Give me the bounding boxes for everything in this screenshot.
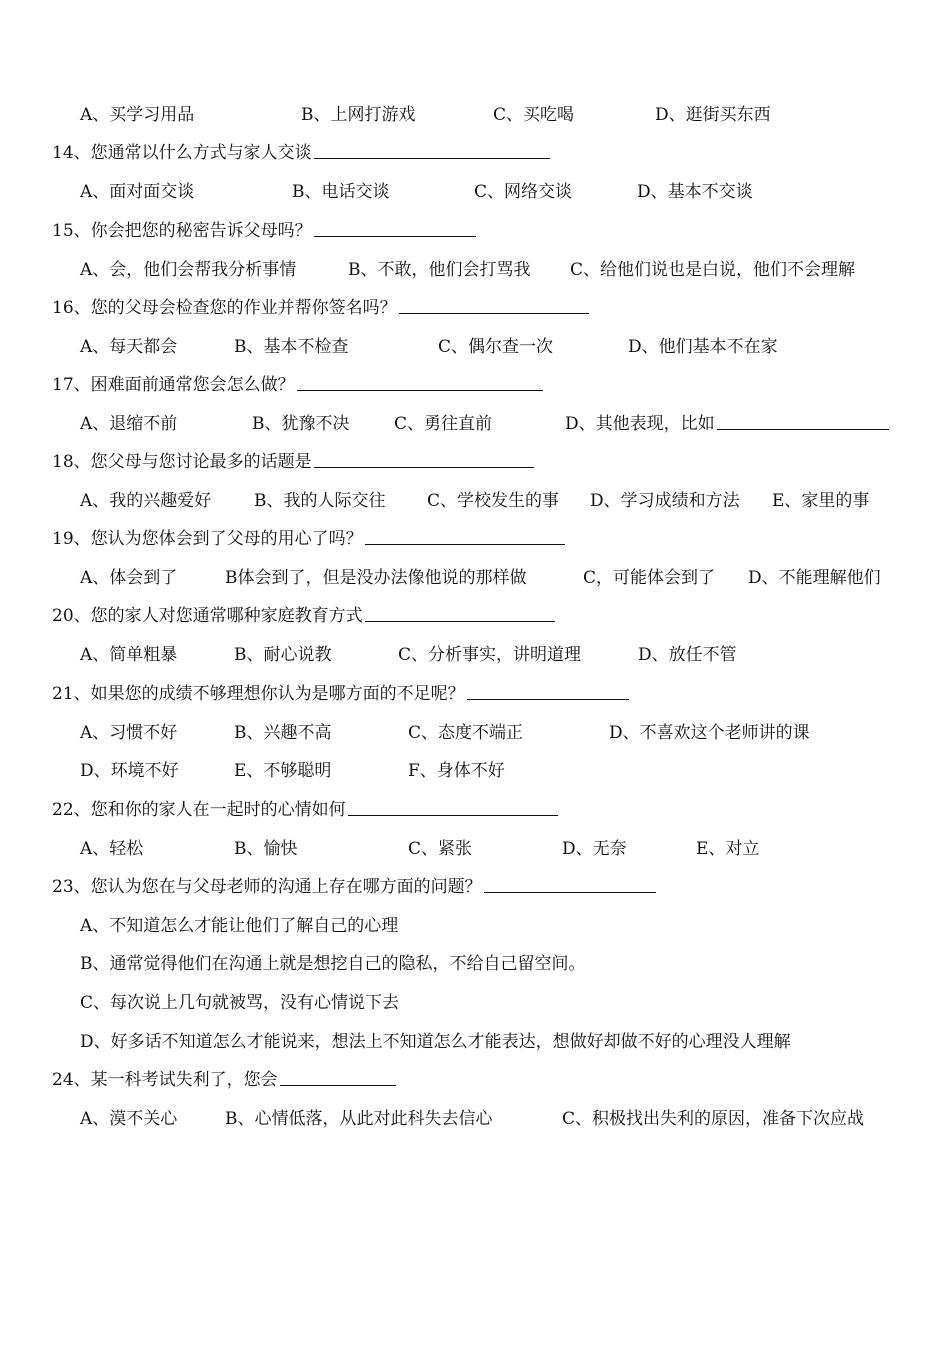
q24-text [52,1061,396,1099]
q19-option-b: B体会到了，但是没办法像他说的那样做 [225,568,527,588]
q18-answer-blank[interactable] [314,449,534,468]
q16-text [52,289,589,327]
q14-text [52,134,550,172]
q15-text [52,212,476,250]
q20-label: 20、您的家人对您通常哪种家庭教育方式 [52,606,363,626]
q18-label: 18、您父母与您讨论最多的话题是 [52,452,312,472]
q18-option-a: A、我的兴趣爱好 [80,491,212,511]
q15-option-c: C、给他们说也是白说，他们不会理解 [570,260,856,280]
q15-option-a: A、会，他们会帮我分析事情 [80,260,297,280]
q21-option-d: D、不喜欢这个老师讲的课 [609,723,810,743]
q20-option-c: C、分析事实，讲明道理 [398,645,582,665]
q15-answer-blank[interactable] [314,218,476,237]
q23-label: 23、您认为您在与父母老师的沟通上存在哪方面的问题？ [52,877,482,897]
q19-option-d: D、不能理解他们 [748,568,881,588]
q13-option-a: A、买学习用品 [80,105,195,125]
q16-option-a: A、每天都会 [80,337,178,357]
q21-option-a: A、习惯不好 [80,723,178,743]
q21-label: 21、如果您的成绩不够理想你认为是哪方面的不足呢？ [52,684,465,704]
q18-option-b: B、我的人际交往 [254,491,386,511]
q16-option-d: D、他们基本不在家 [628,337,778,357]
q22-text [52,791,558,829]
q21-option-d2: D、环境不好 [80,761,179,781]
q17-option-a: A、退缩不前 [80,414,178,434]
q24-option-b: B、心情低落，从此对此科失去信心 [225,1109,493,1129]
q14-option-b: B、电话交谈 [292,182,390,202]
q20-answer-blank[interactable] [365,603,555,622]
q17-option-c: C、勇往直前 [394,414,493,434]
q22-option-e: E、对立 [696,839,760,859]
q23-option-d: D、好多话不知道怎么才能说来，想法上不知道怎么才能表达，想做好却做不好的心理没人理解 [80,1032,791,1052]
q14-label: 14、您通常以什么方式与家人交谈 [52,143,312,163]
q17-answer-blank[interactable] [297,372,543,391]
q14-answer-blank[interactable] [314,140,550,159]
q18-text [52,443,534,481]
q22-option-d: D、无奈 [562,839,627,859]
q19-option-c: C，可能体会到了 [583,568,716,588]
q16-option-b: B、基本不检查 [234,337,349,357]
q16-label: 16、您的父母会检查您的作业并帮你签名吗？ [52,298,397,318]
q19-text [52,520,565,558]
q23-option-a: A、不知道怎么才能让他们了解自己的心理 [80,916,399,936]
q19-answer-blank[interactable] [365,526,565,545]
q17-label: 17、困难面前通常您会怎么做？ [52,375,295,395]
q13-option-c: C、买吃喝 [493,105,575,125]
q14-option-c: C、网络交谈 [474,182,573,202]
q16-option-c: C、偶尔查一次 [438,337,554,357]
q22-option-b: B、愉快 [234,839,298,859]
q20-option-d: D、放任不管 [638,645,737,665]
q24-answer-blank[interactable] [280,1067,396,1086]
q13-option-d: D、逛街买东西 [655,105,771,125]
q20-text [52,597,555,635]
q19-label: 19、您认为您体会到了父母的用心了吗？ [52,529,363,549]
q24-option-c: C、积极找出失利的原因，准备下次应战 [562,1109,865,1129]
q20-option-a: A、简单粗暴 [80,645,178,665]
q21-option-c: C、态度不端正 [408,723,524,743]
q18-option-c: C、学校发生的事 [427,491,560,511]
q18-option-e: E、家里的事 [772,491,870,511]
q18-option-d: D、学习成绩和方法 [590,491,740,511]
q21-option-f: F、身体不好 [408,761,505,781]
q19-option-a: A、体会到了 [80,568,178,588]
q14-option-d: D、基本不交谈 [637,182,753,202]
q24-option-a: A、漠不关心 [80,1109,178,1129]
q17-option-b: B、犹豫不决 [252,414,350,434]
q16-answer-blank[interactable] [399,295,589,314]
q22-option-a: A、轻松 [80,839,144,859]
q22-answer-blank[interactable] [348,797,558,816]
q22-option-c: C、紧张 [408,839,473,859]
q23-option-c: C、每次说上几句就被骂，没有心情说下去 [80,993,400,1013]
q15-label: 15、你会把您的秘密告诉父母吗？ [52,221,312,241]
q15-option-b: B、不敢，他们会打骂我 [348,260,531,280]
q13-option-b: B、上网打游戏 [301,105,416,125]
q14-option-a: A、面对面交谈 [80,182,195,202]
q21-text [52,675,629,713]
q21-option-b: B、兴趣不高 [234,723,332,743]
q24-label: 24、某一科考试失利了，您会 [52,1070,278,1090]
q23-answer-blank[interactable] [484,874,656,893]
q17-text [52,366,543,404]
q17-other-blank[interactable] [717,411,889,430]
q17-option-d [565,405,889,443]
q17-option-d-label: D、其他表现，比如 [565,414,715,434]
q21-answer-blank[interactable] [467,681,629,700]
q23-text [52,868,656,906]
q23-option-b: B、通常觉得他们在沟通上就是想挖自己的隐私，不给自己留空间。 [80,954,586,974]
q21-option-e: E、不够聪明 [234,761,332,781]
q22-label: 22、您和你的家人在一起时的心情如何 [52,800,346,820]
q20-option-b: B、耐心说教 [234,645,332,665]
